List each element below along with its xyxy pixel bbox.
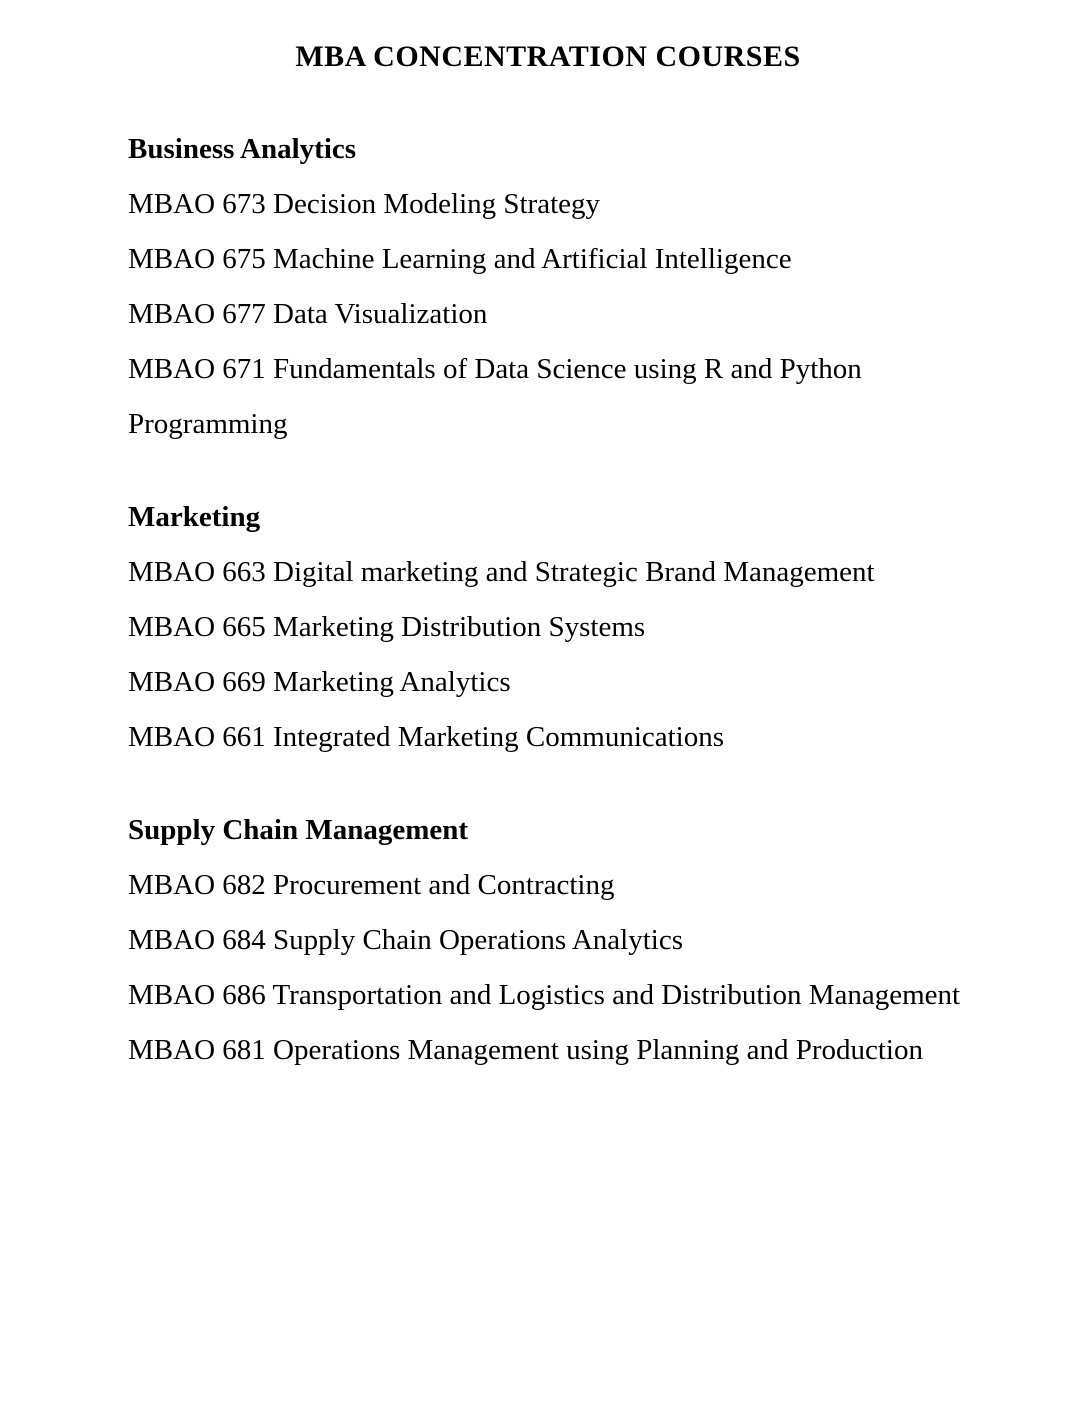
course-section [128,122,968,452]
course-line: MBAO 684 Supply Chain Operations Analytics [128,924,684,956]
course-line: MBAO 677 Data Visualization [128,298,488,330]
course-section [128,490,968,765]
course-line: MBAO 682 Procurement and Contracting [128,869,615,901]
course-line: MBAO 663 Digital marketing and Strategic Brand Management [128,556,875,588]
course-line: MBAO 661 Integrated Marketing Communications [128,721,725,753]
course-line: MBAO 671 Fundamentals of Data Science using R and Python Programming [128,353,862,440]
sections-container [128,122,968,1078]
course-line: MBAO 681 Operations Management using Planning and Production [128,1034,923,1066]
section-heading: Supply Chain Management [128,814,469,846]
course-line: MBAO 675 Machine Learning and Artificial Intelligence [128,243,792,275]
section-heading: Marketing [128,501,261,533]
course-line: MBAO 665 Marketing Distribution Systems [128,611,646,643]
document-title: MBA CONCENTRATION COURSES [295,40,801,73]
course-line: MBAO 686 Transportation and Logistics and Distribution Management [128,979,961,1011]
course-line: MBAO 669 Marketing Analytics [128,666,511,698]
section-heading: Business Analytics [128,133,357,165]
course-line: MBAO 673 Decision Modeling Strategy [128,188,601,220]
course-section [128,803,968,1078]
